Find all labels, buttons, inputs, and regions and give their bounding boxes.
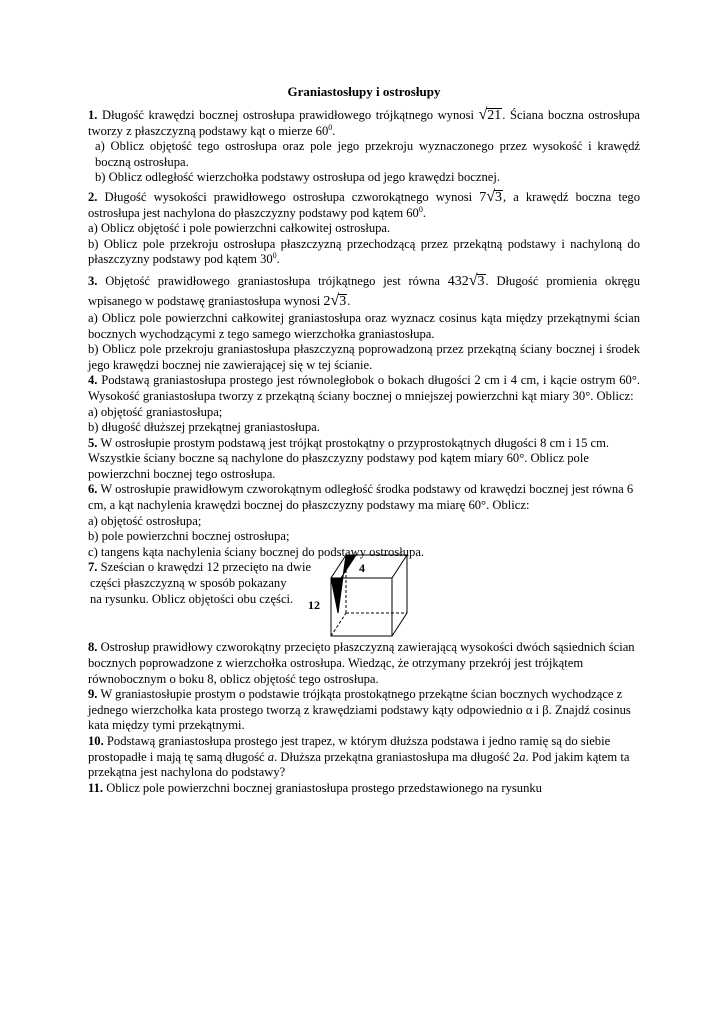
cube-cut-figure (305, 549, 430, 643)
problem-2 (88, 189, 640, 268)
problem-7-line-1: 7. Sześcian o krawędzi 12 przecięto na dwie (88, 560, 312, 575)
problem-8-number: 8. (88, 640, 98, 655)
cube-edge (392, 555, 407, 578)
problem-1-number: 1. (88, 108, 98, 122)
cut-plane-section (331, 555, 356, 613)
problem-6-number: 6. (88, 482, 98, 497)
problem-11-text: 11. Oblicz pole powierzchni bocznej graniastosłupa prostego przedstawionego na rysunku (88, 780, 542, 795)
problem-6-text: 6. W ostrosłupie prawidłowym czworokątnym odległość środka podstawy od krawędzi bocznej jest równa 6 cm, a kąt nachylenia krawędzi bocznej do płaszczyzny podstawy ma miarę 60°. Oblicz: (88, 482, 634, 513)
problem-11-number: 11. (88, 780, 104, 795)
problem-2-number: 2. (88, 189, 98, 204)
problem-10 (88, 734, 640, 781)
problem-5 (88, 436, 640, 483)
problem-8 (88, 640, 640, 687)
cube-edge (392, 613, 407, 636)
page-title: Graniastosłupy i ostrosłupy (287, 84, 441, 99)
problem-1-part-b: b) Oblicz odległość wierzchołka podstawy ostrosłupa od jego krawędzi bocznej. (95, 170, 500, 185)
problem-3 (88, 271, 640, 373)
problem-7-line-3: na rysunku. Oblicz objętości obu części. (90, 591, 294, 606)
problem-6-part-c: c) tangens kąta nachylenia ściany bocznej do podstawy ostrosłupa. (88, 544, 425, 559)
problem-2-text: 2. Długość wysokości prawidłowego ostrosłupa czworokątnego wynosi 7√3, a krawędź boczna tego ostrosłupa jest nachylona do płaszczyzny podstawy pod kątem $60^0$. (88, 187, 640, 220)
sqrt-expression: 2√3 (323, 291, 347, 309)
problem-5-text: 5. W ostrosłupie prostym podstawą jest trójkąt prostokątny o przyprostokątnych długości 8 cm i 15 cm. Wszystkie ściany boczne są nachylone do płaszczyzny podstawy pod kątem miary 60°. Oblicz pole powierzchni bocznej tego ostrosłupa. (88, 435, 610, 481)
problem-11 (88, 781, 640, 797)
problem-4 (88, 373, 640, 435)
problem-3-part-a: a) Oblicz pole powierzchni całkowitej graniastosłupa oraz wyznacz cosinus kąta między przekątnymi ścian bocznych wychodzącymi z tego samego wierzchołka graniastosłupa. (88, 310, 640, 341)
problem-10-text: 10. Podstawą graniastosłupa prostego jest trapez, w którym dłuższa podstawa i jedno ramię są do siebie prostopadłe i mają tę samą długość a. Dłuższa przekątna graniastosłupa ma długość 2a. Pod jakim kątem ta przekątna jest nachylona do podstawy? (88, 734, 630, 780)
problem-6-part-b: b) pole powierzchni bocznej ostrosłupa; (88, 529, 290, 544)
problem-9-text: 9. W graniastosłupie prostym o podstawie trójkąta prostokątnego przekątne ścian bocznych wychodzące z jednego wierzchołka kata prostego tworzą z krawędziami podstawy kąty odpowiednio α i β. Znajdź cosinus kata między tymi przekątnymi. (88, 687, 631, 733)
worksheet-page (88, 84, 640, 796)
problem-10-number: 10. (88, 734, 104, 748)
problem-4-part-b: b) długość dłuższej przekątnej graniastosłupa. (88, 420, 320, 435)
problem-3-text: 3. Objętość prawidłowego graniastosłupa trójkątnego jest równa 432√3. Długość promienia okręgu wpisanego w podstawę graniastosłupa wynosi 2√3. (88, 271, 640, 309)
problem-3-number: 3. (88, 273, 98, 288)
problem-4-text: 4. Podstawą graniastosłupa prostego jest równoległobok o bokach długości 2 cm i 4 cm, i kącie ostrym 60°. Wysokość graniastosłupa tworzy z przekątną ściany bocznej o mniejszej powierzchni kąt miary 30°. Oblicz: (88, 373, 641, 403)
problem-6-part-a: a) objętość ostrosłupa; (88, 513, 202, 528)
cube-hidden-edge (331, 613, 346, 636)
problem-9 (88, 687, 640, 734)
figure-label-side: 12 (308, 598, 320, 613)
problem-4-part-a: a) objętość graniastosłupa; (88, 404, 223, 419)
sqrt-expression: 432√3 (447, 271, 485, 289)
problem-9-number: 9. (88, 687, 98, 702)
sqrt-expression: √21 (478, 106, 502, 123)
sqrt-expression: 7√3 (479, 187, 502, 205)
problem-7-line-2: części płaszczyzną w sposób pokazany (90, 576, 287, 591)
problem-2-part-b: b) Oblicz pole przekroju ostrosłupa płaszczyzną przechodzącą przez przekątną podstawy i nachyloną do płaszczyzny podstawy pod kątem $30^0$. (88, 236, 640, 267)
problem-1 (88, 107, 640, 186)
problem-1-part-a: a) Oblicz objętość tego ostrosłupa oraz pole jego przekroju wyznaczonego przez wysokość i krawędź boczną ostrosłupa. (95, 139, 640, 169)
problem-2-part-a: a) Oblicz objętość i pole powierzchni całkowitej ostrosłupa. (88, 221, 391, 236)
problem-3-part-b: b) Oblicz pole przekroju graniastosłupa płaszczyzną poprowadzoną przez przekątną ściany bocznej i środek jego krawędzi bocznej nie zawierającej się w tej ścianie. (88, 342, 640, 372)
figure-label-top: 4 (359, 561, 365, 576)
problem-7 (88, 560, 640, 640)
problem-4-number: 4. (88, 373, 98, 388)
problem-5-number: 5. (88, 435, 98, 450)
problem-7-number: 7. (88, 560, 98, 575)
problem-1-text: 1. Długość krawędzi bocznej ostrosłupa prawidłowego trójkątnego wynosi √21. Ściana boczna ostrosłupa tworzy z płaszczyzną podstawy kąt o mierze $60^0$. (88, 106, 640, 138)
problem-8-text: 8. Ostrosłup prawidłowy czworokątny przecięto płaszczyzną zawierającą wysokości dwóch sąsiednich ścian bocznych poprowadzone z wierzchołka ostrosłupa. Wiedząc, że otrzymany przekrój jest trójkątem równobocznym o boku 8, oblicz objętość tego ostrosłupa. (88, 640, 635, 686)
